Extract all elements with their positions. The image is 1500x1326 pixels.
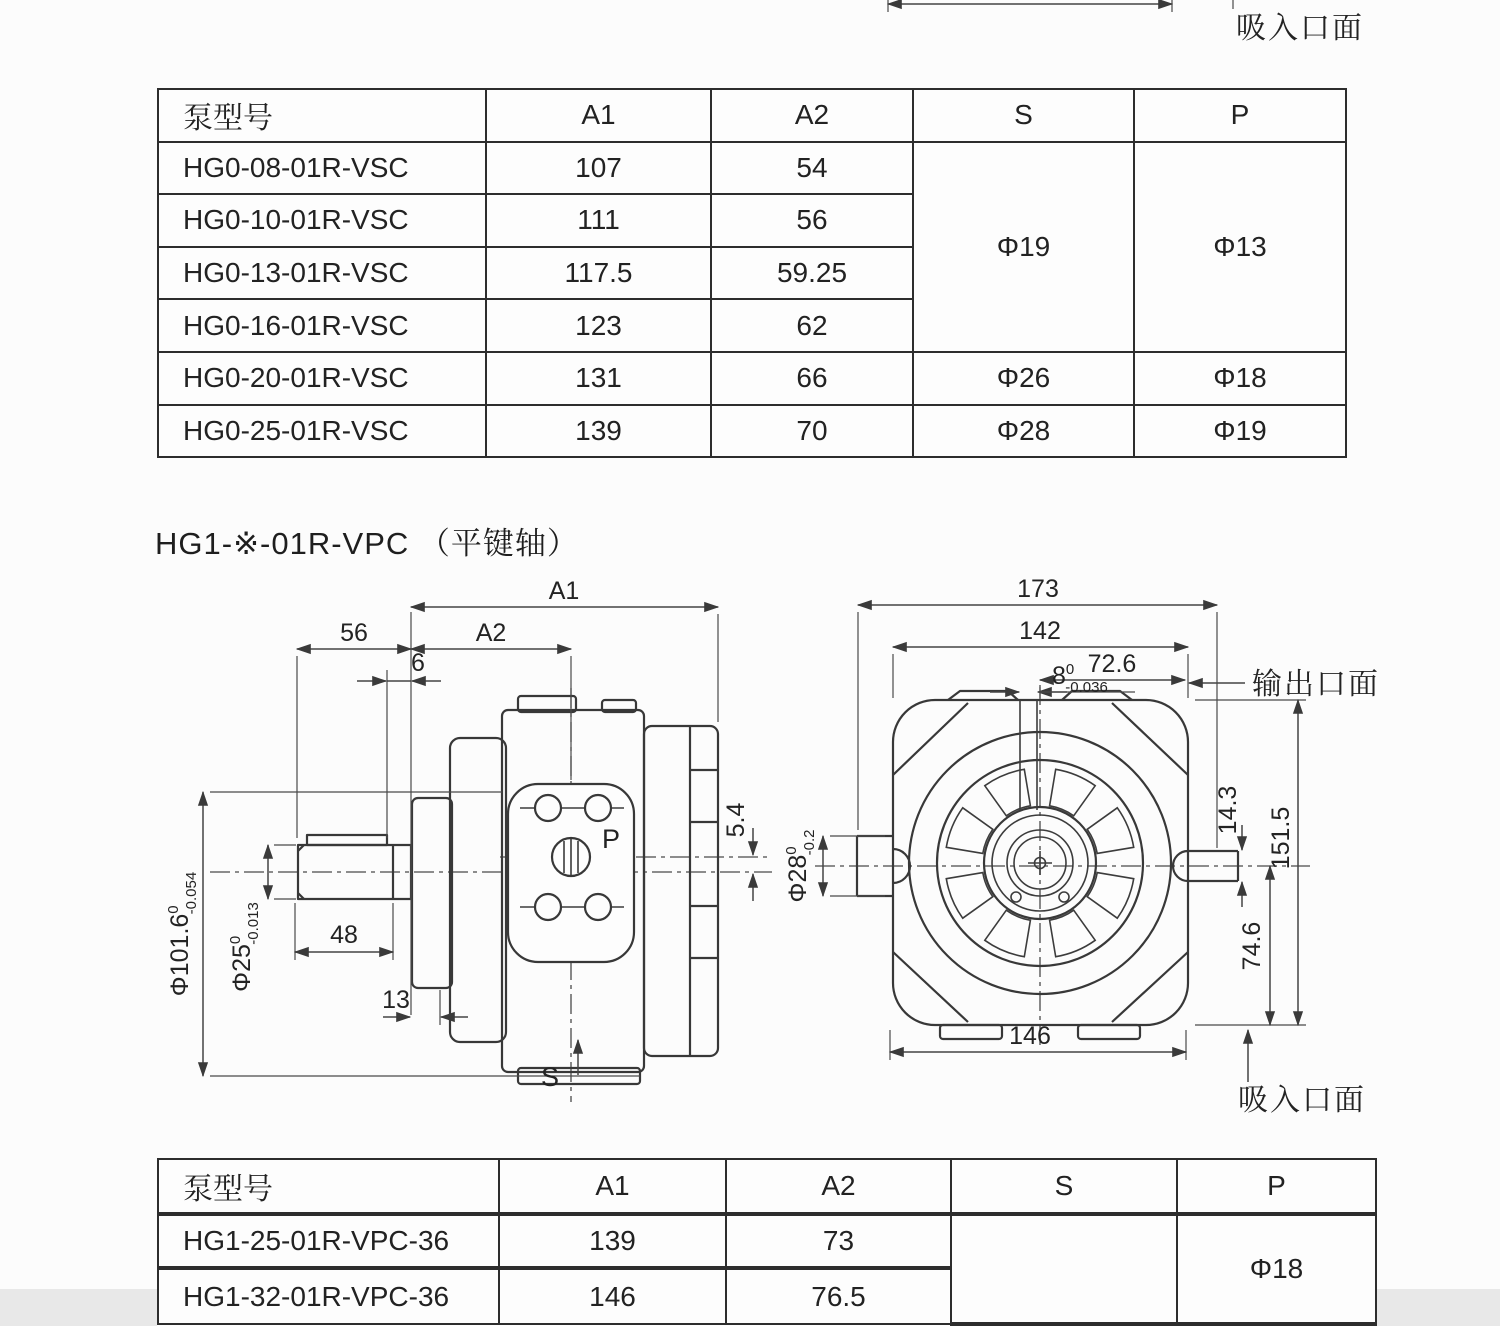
a1-cell: 111 xyxy=(486,194,711,247)
dim-phi25: $\Phi 25^0-0.013$ xyxy=(227,902,262,992)
pump-table-hg0 xyxy=(157,88,1347,458)
a2-cell: 66 xyxy=(711,352,913,405)
dim-5-4: 5.4 xyxy=(722,802,750,838)
a2-cell: 73 xyxy=(726,1214,951,1268)
a1-cell: 117.5 xyxy=(486,247,711,300)
bolt-hole xyxy=(535,894,561,920)
dim-6: 6 xyxy=(411,649,425,677)
a2-cell: 62 xyxy=(711,299,913,352)
cut-dimension-line xyxy=(888,0,1233,12)
s-cell: Φ28 xyxy=(913,405,1134,458)
column-header-s: S xyxy=(913,89,1134,142)
port-p-label: P xyxy=(602,824,621,854)
table-row xyxy=(158,1214,1376,1268)
screw xyxy=(1011,892,1021,902)
side-view-drawing xyxy=(150,570,790,1115)
table-row xyxy=(158,352,1346,405)
centerlines xyxy=(210,688,772,1102)
column-header-s: S xyxy=(951,1159,1177,1214)
table-row xyxy=(158,142,1346,195)
column-header-a2: A2 xyxy=(726,1159,951,1214)
model-cell: HG0-13-01R-VSC xyxy=(158,247,486,300)
dimension-lines xyxy=(783,575,1380,1117)
dim-8: $8^0$ -0.036 xyxy=(1052,661,1108,696)
a2-cell: 76.5 xyxy=(726,1268,951,1324)
a1-cell: 139 xyxy=(499,1214,726,1268)
column-header-a2: A2 xyxy=(711,89,913,142)
a1-cell: 139 xyxy=(486,405,711,458)
dim-56: 56 xyxy=(340,619,368,647)
dim-74-6: 74.6 xyxy=(1238,921,1266,971)
model-cell: HG0-16-01R-VSC xyxy=(158,299,486,352)
dim-151-5: 151.5 xyxy=(1267,806,1295,870)
dim-72-6: 72.6 xyxy=(1087,650,1137,678)
dim-phi28: $\Phi 28^0-0.2$ xyxy=(783,829,818,903)
table-row xyxy=(158,405,1346,458)
s-merged-cell: Φ19 xyxy=(913,142,1134,352)
suction-face-label: 吸入口面 xyxy=(1238,1084,1366,1117)
section-heading: HG1-※-01R-VPC （平键轴） xyxy=(155,526,579,561)
front-view-drawing xyxy=(783,570,1380,1130)
p-merged-cell: Φ18 xyxy=(1177,1214,1376,1324)
dimension-lines xyxy=(165,577,753,1092)
s-merged-cell xyxy=(951,1214,1177,1324)
model-cell: HG0-25-01R-VSC xyxy=(158,405,486,458)
a2-cell: 54 xyxy=(711,142,913,195)
column-header-p: P xyxy=(1134,89,1346,142)
bolt-hole xyxy=(585,795,611,821)
dim-173: 173 xyxy=(1017,575,1059,603)
port-face-plate xyxy=(508,784,634,962)
p-cell: Φ18 xyxy=(1134,352,1346,405)
shaft xyxy=(298,835,411,899)
column-header-p: P xyxy=(1177,1159,1376,1214)
table-header-row xyxy=(158,89,1346,142)
dim-48: 48 xyxy=(330,921,358,949)
bolt-hole xyxy=(535,795,561,821)
a1-cell: 123 xyxy=(486,299,711,352)
a2-cell: 70 xyxy=(711,405,913,458)
dim-142: 142 xyxy=(1019,617,1061,645)
suction-face-label-top: 吸入口面 xyxy=(1236,12,1364,45)
p-merged-cell: Φ13 xyxy=(1134,142,1346,352)
dim-146: 146 xyxy=(1009,1022,1051,1050)
dim-14-3: 14.3 xyxy=(1214,785,1242,835)
dim-13: 13 xyxy=(382,986,410,1014)
dim-a2: A2 xyxy=(475,619,507,647)
column-header-a1: A1 xyxy=(499,1159,726,1214)
a1-cell: 146 xyxy=(499,1268,726,1324)
bolt-hole xyxy=(585,894,611,920)
model-cell: HG0-08-01R-VSC xyxy=(158,142,486,195)
a1-cell: 107 xyxy=(486,142,711,195)
outlet-face-label: 输出口面 xyxy=(1252,668,1380,701)
a2-cell: 56 xyxy=(711,194,913,247)
model-cell: HG1-25-01R-VPC-36 xyxy=(158,1214,499,1268)
a2-cell: 59.25 xyxy=(711,247,913,300)
column-header-model: 泵型号 xyxy=(158,89,486,142)
s-cell: Φ26 xyxy=(913,352,1134,405)
model-cell: HG0-20-01R-VSC xyxy=(158,352,486,405)
column-header-a1: A1 xyxy=(486,89,711,142)
pump-table-hg1 xyxy=(157,1158,1377,1326)
a1-cell: 131 xyxy=(486,352,711,405)
port-s-label: S xyxy=(540,1062,560,1092)
model-cell: HG1-32-01R-VPC-36 xyxy=(158,1268,499,1324)
dim-a1: A1 xyxy=(548,577,580,605)
column-header-model: 泵型号 xyxy=(158,1159,499,1214)
screw xyxy=(1059,892,1069,902)
table-header-row xyxy=(158,1159,1376,1214)
p-cell: Φ19 xyxy=(1134,405,1346,458)
top-figure-fragment xyxy=(850,0,1410,52)
dim-phi101: Φ101.6$^0$-0.054 xyxy=(165,871,200,997)
model-cell: HG0-10-01R-VSC xyxy=(158,194,486,247)
